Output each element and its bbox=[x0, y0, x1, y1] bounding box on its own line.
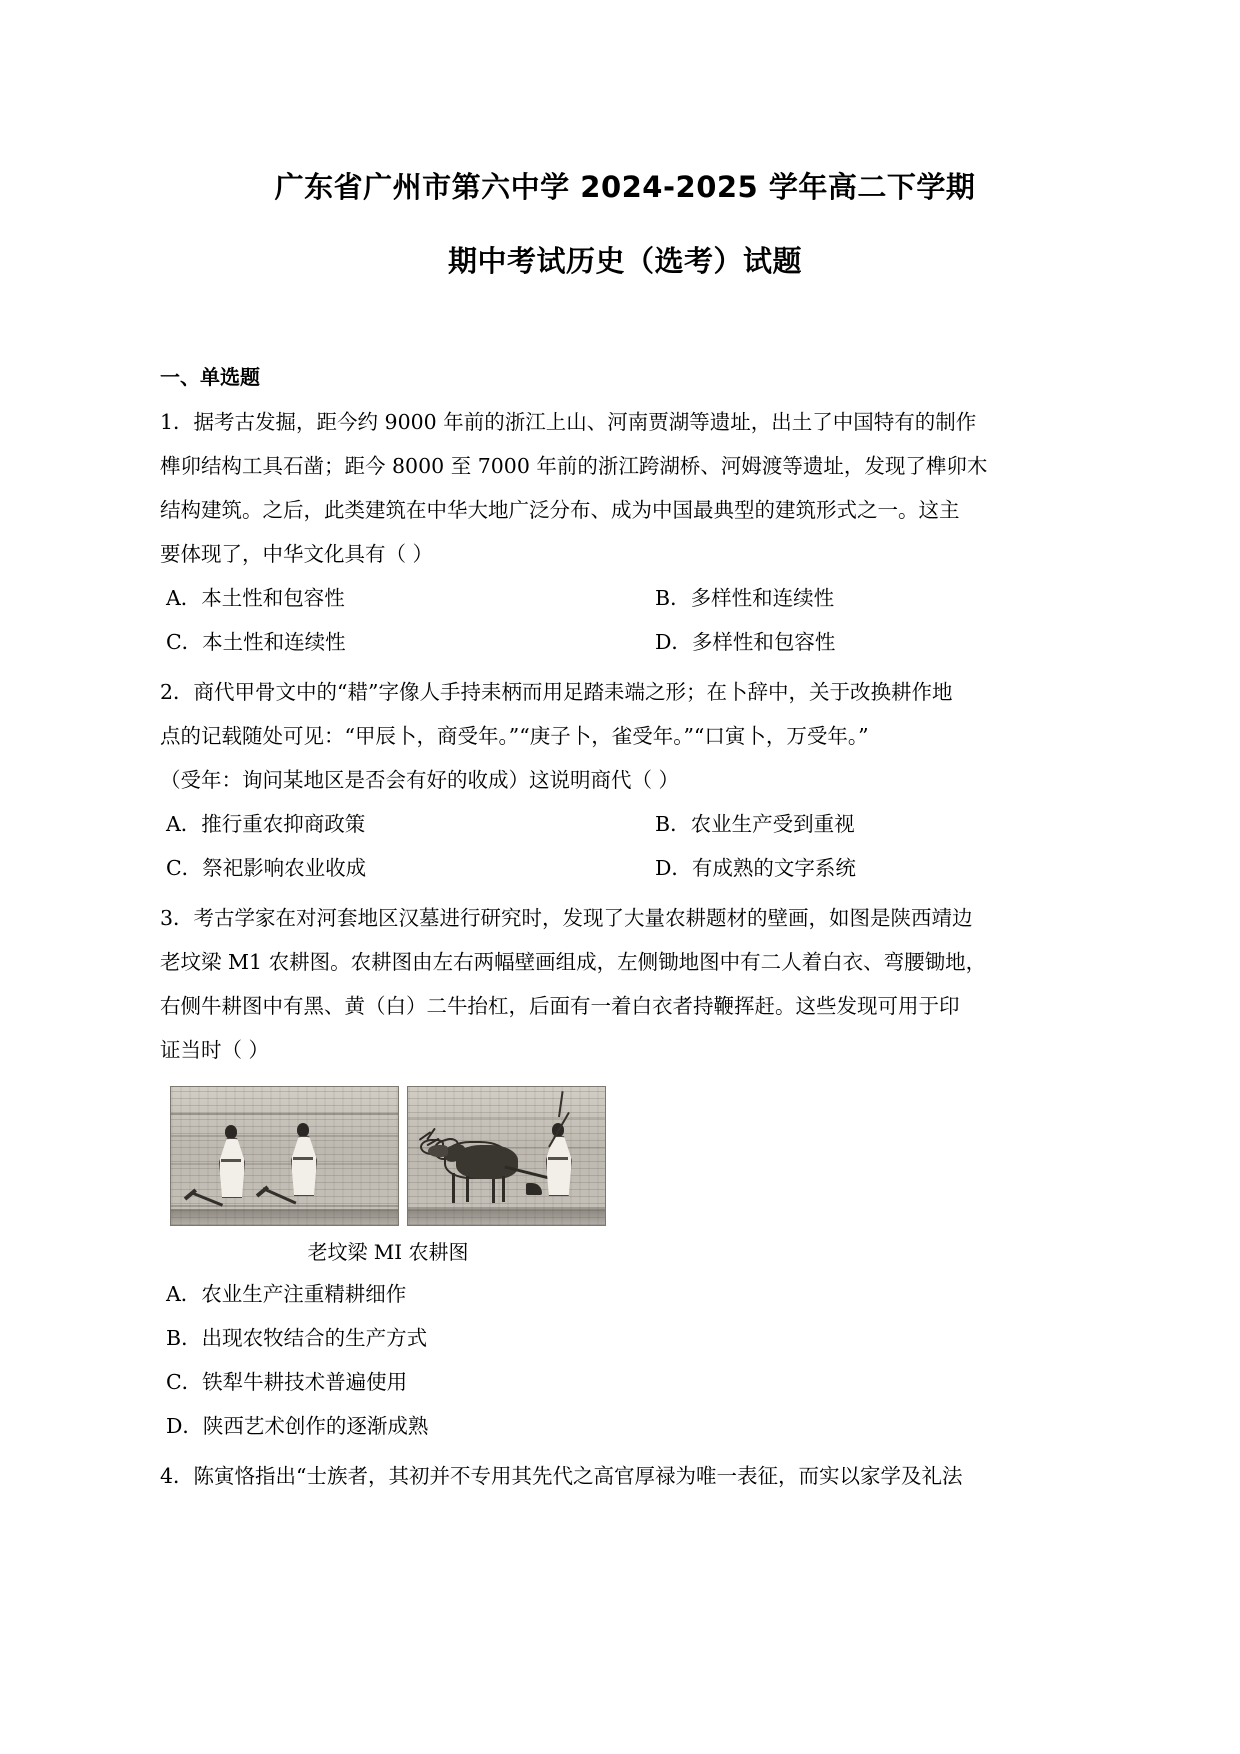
question-2-option-a[interactable]: A．推行重农抑商政策 bbox=[166, 812, 366, 836]
question-2-option-c[interactable]: C．祭祀影响农业收成 bbox=[166, 856, 367, 880]
question-3-stem-line-2: 老坟梁 M1 农耕图。农耕图由左右两幅壁画组成，左侧锄地图中有二人着白衣、弯腰锄地， bbox=[160, 950, 987, 974]
question-1-option-c[interactable]: C．本土性和连续性 bbox=[166, 630, 346, 654]
question-1-options-row-2 bbox=[160, 620, 1090, 664]
question-2-option-d[interactable]: D．有成熟的文字系统 bbox=[655, 856, 856, 880]
question-1-option-a[interactable]: A．本土性和包容性 bbox=[166, 586, 345, 610]
question-2-stem-line-2: 点的记载随处可见：“甲辰卜，商受年。”“庚子卜，雀受年。”“口寅卜，万受年。” bbox=[160, 724, 869, 748]
question-1-stem-line-2: 榫卯结构工具石凿；距今 8000 至 7000 年前的浙江跨湖桥、河姆渡等遗址，发现了榫卯木 bbox=[160, 454, 988, 478]
hoeing-panel-image bbox=[170, 1086, 399, 1226]
question-1-option-b[interactable]: B．多样性和连续性 bbox=[655, 586, 835, 610]
question-1 bbox=[160, 400, 1090, 664]
question-2-options-row-2 bbox=[160, 846, 1090, 890]
question-1-stem-line-4: 要体现了，中华文化具有（ ） bbox=[160, 542, 434, 566]
figure-panels bbox=[170, 1086, 606, 1226]
question-3-figure bbox=[170, 1086, 1090, 1272]
question-3-option-a[interactable]: A．农业生产注重精耕细作 bbox=[166, 1282, 407, 1306]
question-2-options-row-1 bbox=[160, 802, 1090, 846]
figure-caption: 老坟梁 MI 农耕图 bbox=[307, 1240, 469, 1264]
document-title bbox=[160, 0, 1090, 298]
question-2 bbox=[160, 670, 1090, 890]
question-1-option-d[interactable]: D．多样性和包容性 bbox=[655, 630, 836, 654]
question-1-stem-line-1: 1．据考古发掘，距今约 9000 年前的浙江上山、河南贾湖等遗址，出土了中国特有的制作 bbox=[160, 410, 977, 434]
ox-plowing-panel-image bbox=[407, 1086, 606, 1226]
question-2-option-b[interactable]: B．农业生产受到重视 bbox=[655, 812, 855, 836]
question-3-option-c[interactable]: C．铁犁牛耕技术普遍使用 bbox=[166, 1370, 408, 1394]
question-2-stem-line-1: 2．商代甲骨文中的“耤”字像人手持耒柄而用足踏耒端之形；在卜辞中，关于改换耕作地 bbox=[160, 680, 953, 704]
question-3-option-d[interactable]: D．陕西艺术创作的逐渐成熟 bbox=[166, 1414, 429, 1438]
question-3-stem-line-4: 证当时（ ） bbox=[160, 1038, 270, 1062]
question-4-stem-line-1: 4．陈寅恪指出“士族者，其初并不专用其先代之高官厚禄为唯一表征，而实以家学及礼法 bbox=[160, 1464, 963, 1488]
title-line-2: 期中考试历史（选考）试题 bbox=[447, 244, 802, 278]
page-content bbox=[160, 0, 1090, 1498]
question-3-option-b[interactable]: B．出现农牧结合的生产方式 bbox=[166, 1326, 428, 1350]
title-line-1: 广东省广州市第六中学 2024-2025 学年高二下学期 bbox=[274, 170, 976, 204]
question-3-stem-line-1: 3．考古学家在对河套地区汉墓进行研究时，发现了大量农耕题材的壁画，如图是陕西靖边 bbox=[160, 906, 973, 930]
question-2-stem-line-3: （受年：询问某地区是否会有好的收成）这说明商代（ ） bbox=[160, 768, 680, 792]
question-3 bbox=[160, 896, 1090, 1448]
question-4 bbox=[160, 1454, 1090, 1498]
question-1-options-row-1 bbox=[160, 576, 1090, 620]
section-heading-multiple-choice: 一、单选题 bbox=[160, 365, 260, 389]
question-3-stem-line-3: 右侧牛耕图中有黑、黄（白）二牛抬杠，后面有一着白衣者持鞭挥赶。这些发现可用于印 bbox=[160, 994, 960, 1018]
question-1-stem-line-3: 结构建筑。之后，此类建筑在中华大地广泛分布、成为中国最典型的建筑形式之一。这主 bbox=[160, 498, 960, 522]
